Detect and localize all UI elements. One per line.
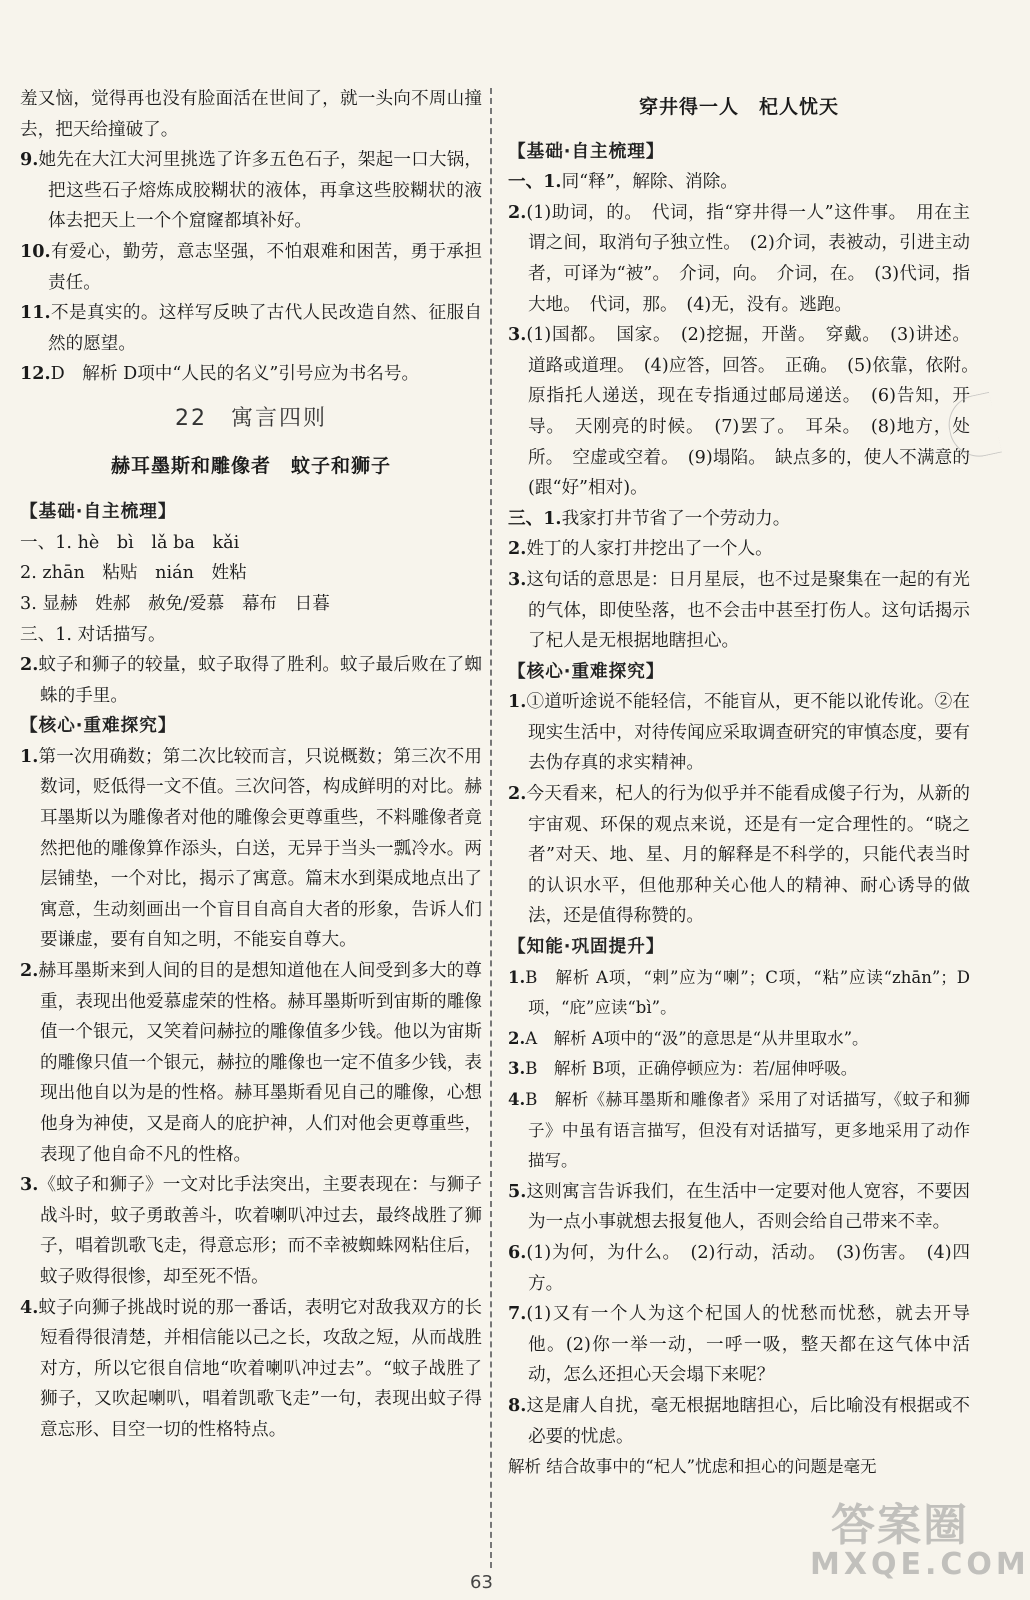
basics-item: 一、1.同“释”，解除、消除。	[508, 171, 738, 193]
left-column	[20, 84, 482, 1446]
practice-item-4: 4.B 解析《赫耳墨斯和雕像者》采用了对话描写，《蚊子和狮子》中虽有语言描写，但没有对话描写，更多地采用了动作描写。	[508, 1090, 970, 1171]
answer-item-11: 11.不是真实的。这样写反映了古代人民改造自然、征服自然的愿望。	[20, 302, 482, 354]
watermark-url: MXQE.COM	[810, 1547, 1030, 1582]
core-item-1: 1.①道听途说不能轻信，不能盲从，更不能以讹传讹。②在现实生活中，对待传闻应采取调查研究的审慎态度，要有去伪存真的求实精神。	[508, 691, 970, 774]
practice-item-7: 7.(1)又有一个人为这个杞国人的忧愁而忧愁，就去开导他。(2)你一举一动，一呼一吸，整天都在这气体中活动，怎么还担心天会塌下来呢？	[508, 1303, 970, 1386]
right-column	[508, 84, 988, 1483]
practice-item-8: 8.这是庸人自扰，毫无根据地瞎担心，后比喻没有根据或不必要的忧虑。	[508, 1394, 970, 1447]
basics-item: 3.这句话的意思是：日月星辰，也不过是聚集在一起的有光的气体，即使坠落，也不会击中甚至打伤人。这句话揭示了杞人是无根据地瞎担心。	[508, 568, 970, 652]
practice-item-6: 6.(1)为何，为什么。 (2)行动，活动。 (3)伤害。 (4)四方。	[508, 1241, 970, 1294]
watermark-text: 答案圈	[831, 1500, 969, 1551]
story-title: 赫耳墨斯和雕像者 蚊子和狮子	[110, 454, 391, 477]
answer-item-9: 9.她先在大江大河里挑选了许多五色石子，架起一口大锅，把这些石子熔炼成胶糊状的液体，再拿这些胶糊状的液体去把天上一个个窟窿都填补好。	[20, 149, 482, 232]
core-item-2: 2.今天看来，杞人的行为似乎并不能看成傻子行为，从新的宇宙观、环保的观点来说，还是有一定合理性的。“晓之者”对天、地、星、月的解释是不科学的，只能代表当时的认识水平，但他那种关心他人的精神、耐心诱导的做法，还是值得称赞的。	[508, 783, 970, 927]
core-item-4: 4.蚊子向狮子挑战时说的那一番话，表明它对敌我双方的长短看得很清楚，并相信能以己之长，攻敌之短，从而战胜对方，所以它很自信地“吹着喇叭冲过去”。“蚊子战胜了狮子，又吹起喇叭，唱着凯歌飞走”一句，表现出蚊子得意忘形、目空一切的性格特点。	[20, 1296, 482, 1440]
basics-item: 2.蚊子和狮子的较量，蚊子取得了胜利。蚊子最后败在了蜘蛛的手里。	[20, 654, 482, 706]
left-top-items	[20, 145, 482, 390]
basics-item: 三、1.我家打井节省了一个劳动力。	[508, 507, 791, 529]
practice-item-5: 5.这则寓言告诉我们，在生活中一定要对他人宽容，不要因为一点小事就想去报复他人，否则会给自己带来不幸。	[508, 1180, 970, 1233]
basics-item: 2. zhān 粘贴 nián 姓粘	[20, 563, 247, 584]
practice-item-1: 1.B 解析 A项，“剌”应为“喇”；C项，“粘”应读“zhān”；D项，“庇”应读“bì”。	[508, 967, 970, 1018]
column-divider	[490, 88, 492, 1568]
section-heading-basics: 【基础·自主梳理】	[508, 141, 665, 162]
site-watermark-logo	[810, 1500, 1030, 1594]
basics-item: 一、1. hè bì lǎ ba kǎi	[20, 532, 240, 553]
section-heading-core: 【核心·重难探究】	[508, 661, 665, 682]
basics-item: 3. 显赫 姓郝 赦免/爱慕 幕布 日暮	[20, 593, 330, 614]
basics-item: 2.(1)助词，的。 代词，指“穿井得一人”这件事。 用在主谓之间，取消句子独立性。 (2)介词，表被动，引进主动者，可译为“被”。 介词，向。 介词，在。 (3)代词，指大地。 代词，那。 (4)无，没有。逃跑。	[508, 201, 970, 315]
basics-item: 3.(1)国都。 国家。 (2)挖掘，开凿。 穿戴。 (3)讲述。道路或道理。 (4)应答，回答。 正确。 (5)依靠，依附。 原指托人递送，现在专指通过邮局递送。 (6)告知，开导。 天刚亮的时候。 (7)罢了。 耳朵。 (8)地方，处所。 空虚或空着。 (9)塌陷。 缺点多的，使人不满意的(跟“好”相对)。	[508, 324, 988, 499]
core-item-3: 3.《蚊子和狮子》一文对比手法突出，主要表现在：与狮子战斗时，蚊子勇敢善斗，吹着喇叭冲过去，最终战胜了狮子，唱着凯歌飞走，得意忘形；而不幸被蜘蛛网粘住后，蚊子败得很惨，却至死不悟。	[20, 1174, 482, 1287]
section-heading-core: 【核心·重难探究】	[20, 716, 177, 737]
core-item-1: 1.第一次用确数；第二次比较而言，只说概数；第三次不用数词，贬低得一文不值。三次问答，构成鲜明的对比。赫耳墨斯以为雕像者对他的雕像会更尊重些，不料雕像者竟然把他的雕像算作添头，白送，无异于当头一瓢冷水。两层铺垫，一个对比，揭示了寓意。篇末水到渠成地点出了寓意，生动刻画出一个盲目自高自大者的形象，告诉人们要谦虚，要有自知之明，不能妄自尊大。	[20, 745, 482, 951]
story-title: 穿井得一人 杞人忧天	[638, 96, 839, 118]
practice-item-2: 2.A 解析 A项中的“汲”的意思是“从井里取水”。	[508, 1028, 869, 1048]
answer-item-12: 12.D 解析 D项中“人民的名义”引号应为书名号。	[20, 363, 420, 385]
core-item-2: 2.赫耳墨斯来到人间的目的是想知道他在人间受到多大的尊重，表现出他爱慕虚荣的性格。赫耳墨斯听到宙斯的雕像值一个银元，又笑着问赫拉的雕像值多少钱。他以为宙斯的雕像只值一个银元，赫拉的雕像也一定不值多少钱，表现出他自以为是的性格。赫耳墨斯看见自己的雕像，心想他身为神使，又是商人的庇护神，人们对他会更尊重些，表现了他自命不凡的性格。	[20, 960, 482, 1165]
answer-item-10: 10.有爱心，勤劳，意志坚强，不怕艰难和困苦，勇于承担责任。	[20, 240, 482, 293]
practice-item-3: 3.B 解析 B项，正确停顿应为：若/屈伸呼吸。	[508, 1059, 858, 1079]
section-heading-practice: 【知能·巩固提升】	[508, 937, 665, 958]
continued-text: 羞又恼，觉得再也没有脸面活在世间了，就一头向不周山撞去，把天给撞破了。	[20, 89, 482, 140]
basics-item: 三、1. 对话描写。	[20, 624, 166, 645]
section-heading-basics: 【基础·自主梳理】	[20, 502, 177, 523]
lesson-title: 22 寓言四则	[175, 405, 327, 431]
analysis-tail: 解析 结合故事中的“杞人”忧虑和担心的问题是毫无	[508, 1457, 877, 1477]
page-number: 63	[470, 1572, 493, 1593]
basics-item: 2.姓丁的人家打井挖出了一个人。	[508, 538, 773, 560]
